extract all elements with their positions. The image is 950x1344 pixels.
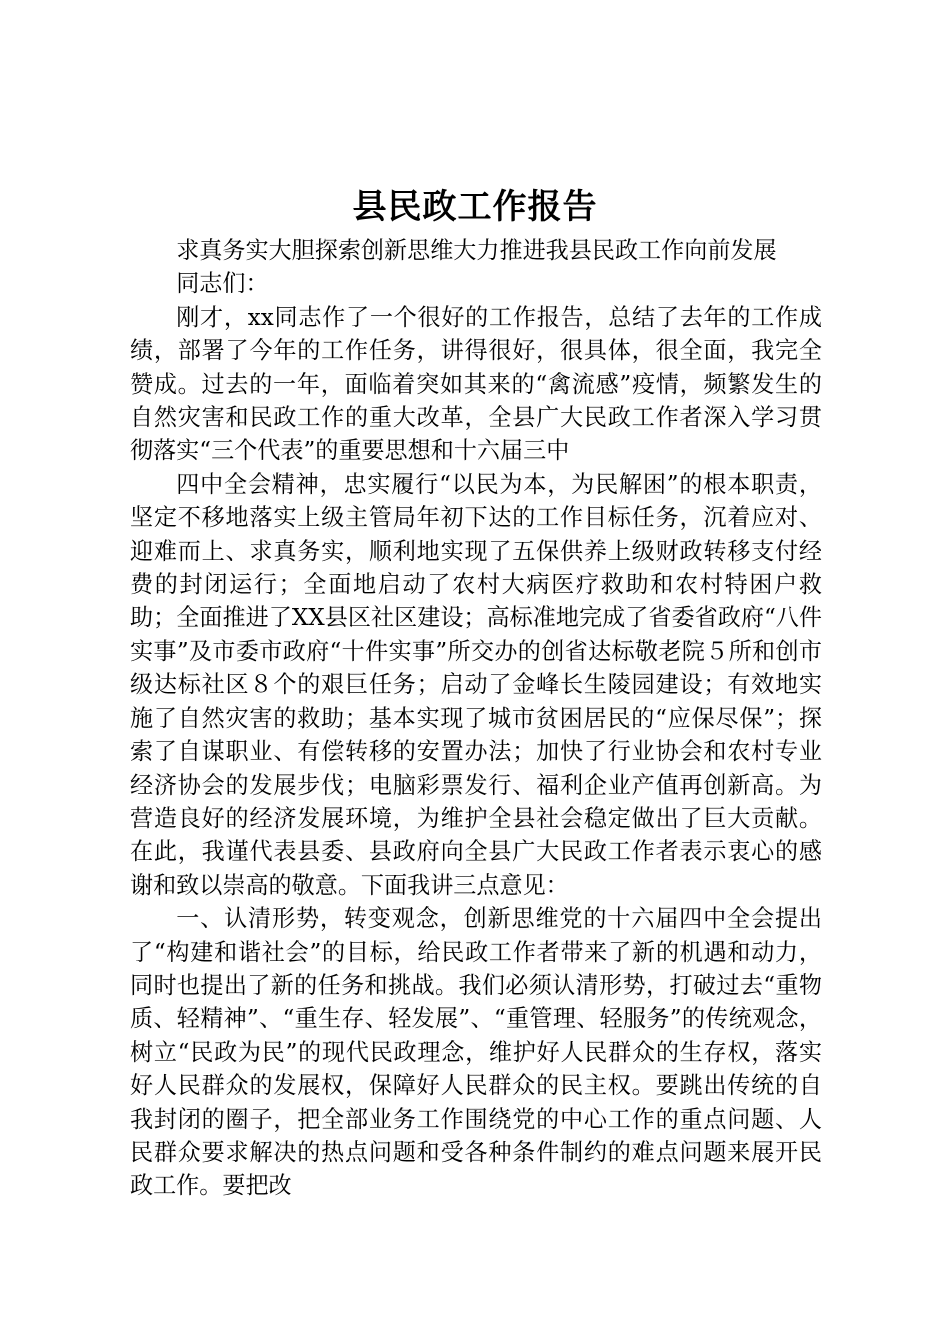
salutation-paragraph: 同志们： (176, 271, 269, 298)
body-paragraph: 一、认清形势，转变观念，创新思维党的十六届四中全会提出了“构建和谐社会”的目标，给民政工作者带来了新的机遇和动力，同时也提出了新的任务和挑战。我们必须认清形势，打破过去“重物质、轻精神”、“重生存、轻发展”、“重管理、轻服务”的传统观念，树立“民政为民”的现代民政理念，维护好人民群众的生存权，落实好人民群众的发展权，保障好人民群众的民主权。要跳出传统的自我封闭的圈子，把全部业务工作围绕党的中心工作的重点问题、人民群众要求解决的热点问题和受各种条件制约的难点问题来展开民政工作。要把改 (130, 906, 822, 1200)
document-body (130, 235, 822, 1204)
document-title: 县民政工作报告 (352, 187, 598, 227)
subtitle-paragraph: 求真务实大胆探索创新思维大力推进我县民政工作向前发展 (176, 238, 777, 264)
body-paragraph: 刚才，xx同志作了一个很好的工作报告，总结了去年的工作成绩，部署了今年的工作任务，讲得很好，很具体，很全面，我完全赞成。过去的一年，面临着突如其来的“禽流感”疫情，频繁发生的自然灾害和民政工作的重大改革，全县广大民政工作者深入学习贯彻落实“三个代表”的重要思想和十六届三中 (130, 304, 822, 465)
body-paragraph: 四中全会精神，忠实履行“以民为本，为民解困”的根本职责，坚定不移地落实上级主管局年初下达的工作目标任务，沉着应对、迎难而上、求真务实，顺利地实现了五保供养上级财政转移支付经费的封闭运行；全面地启动了农村大病医疗救助和农村特困户救助；全面推进了XX县区社区建设；高标准地完成了省委省政府“八件实事”及市委市政府“十件实事”所交办的创省达标敬老院５所和创市级达标社区８个的艰巨任务；启动了金峰长生陵园建设；有效地实施了自然灾害的救助；基本实现了城市贫困居民的“应保尽保”；探索了自谋职业、有偿转移的安置办法；加快了行业协会和农村专业经济协会的发展步伐；电脑彩票发行、福利企业产值再创新高。为营造良好的经济发展环境，为维护全县社会稳定做出了巨大贡献。在此，我谨代表县委、县政府向全县广大民政工作者表示衷心的感谢和致以崇高的敬意。下面我讲三点意见： (130, 471, 822, 899)
